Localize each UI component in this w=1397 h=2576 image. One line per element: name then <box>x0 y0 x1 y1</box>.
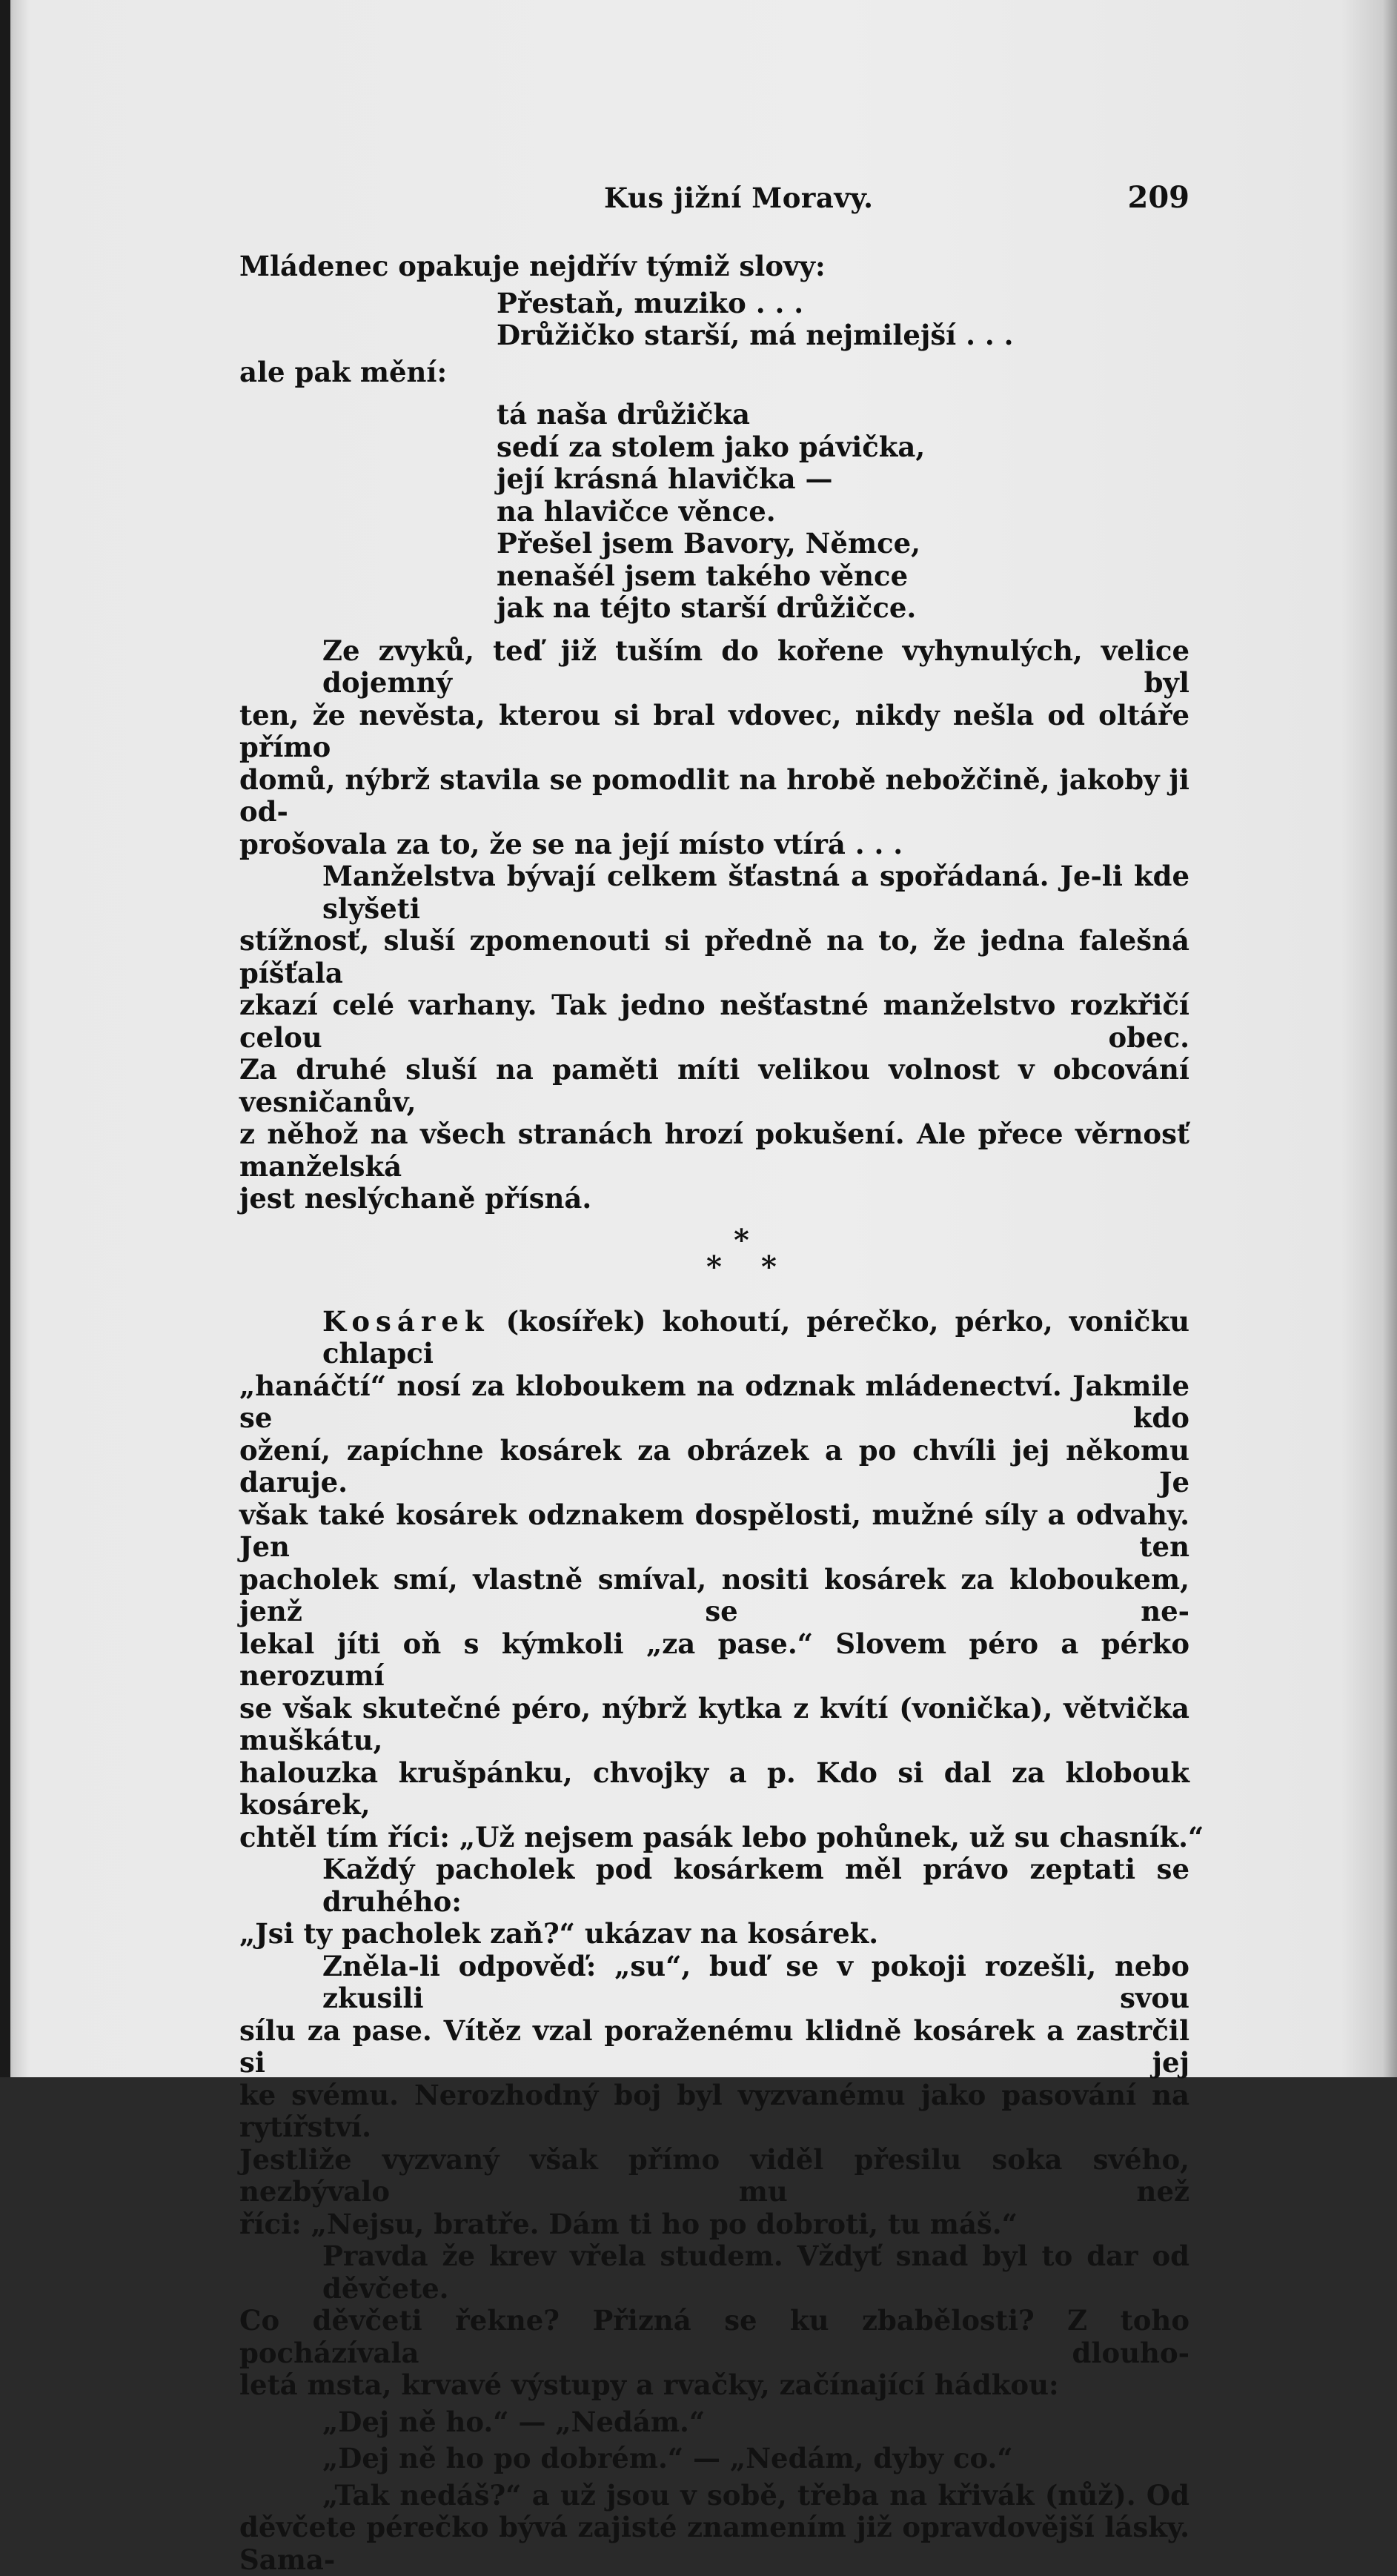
dialogue-line: „Dej ně ho po dobrém.“ — „Nedám, dyby co.“ <box>239 2443 1189 2475</box>
paragraph-line: se však skutečné péro, nýbrž kytka z kvítí (vonička), větvička muškátu, <box>239 1693 1189 1757</box>
paragraph-line: jest neslýchaně přísná. <box>239 1183 1189 1215</box>
verse-line: její krásná hlavička — <box>239 463 1189 496</box>
verse-line: nenašél jsem takého věnce <box>239 560 1189 593</box>
paragraph-line: Za druhé sluší na paměti míti velikou volnost v obcování vesničanův, <box>239 1054 1189 1118</box>
paragraph-shame <box>239 2240 1189 2402</box>
paragraph-line: prošovala za to, že se na její místo vtírá . . . <box>239 829 1189 861</box>
paragraph-line: lekal jíti oň s kýmkoli „za pase.“ Slovem péro a pérko nerozumí <box>239 1628 1189 1693</box>
body-text <box>239 250 1189 2576</box>
verse-line: Přešel jsem Bavory, Němce, <box>239 528 1189 560</box>
paragraph-line: halouzka krušpánku, chvojky a p. Kdo si dal za klobouk kosárek, <box>239 1757 1189 1822</box>
verse-line: na hlavičce věnce. <box>239 496 1189 528</box>
paragraph-line: domů, nýbrž stavila se pomodlit na hrobě nebožčině, jakoby ji od- <box>239 764 1189 829</box>
kosarek-term: Kosárek <box>322 1305 490 1338</box>
paragraph-line: říci: „Nejsu, bratře. Dám ti ho po dobroti, tu máš.“ <box>239 2208 1189 2241</box>
paragraph-line: děvčete pérečko bývá zajisté znamením již opravdovější lásky. Sama- <box>239 2512 1189 2576</box>
paragraph-line: Ze zvyků, teď již tuším do kořene vyhynulých, velice dojemný byl <box>239 635 1189 700</box>
transition-line: ale pak mění: <box>239 356 1189 389</box>
paragraph-line: pacholek smí, vlastně smíval, nositi kosárek za kloboukem, jenž se ne- <box>239 1564 1189 1628</box>
paragraph-line: „Jsi ty pacholek zaň?“ ukázav na kosárek. <box>239 1918 1189 1951</box>
paragraph-line: Jestliže vyzvaný však přímo viděl přesilu soka svého, nezbývalo mu než <box>239 2144 1189 2208</box>
paragraph-line: z něhož na všech stranách hrozí pokušení. Ale přece věrnosť manželská <box>239 1118 1189 1183</box>
verse-line: Přestaň, muziko . . . <box>239 288 1189 320</box>
paragraph-line: Pravda že krev vřela studem. Vždyť snad byl to dar od děvčete. <box>239 2240 1189 2305</box>
verse-line: Drůžičko starší, má nejmilejší . . . <box>239 319 1189 352</box>
paragraph-line: ten, že nevěsta, kterou si bral vdovec, nikdy nešla od oltáře přímo <box>239 700 1189 764</box>
paragraph-line: „hanáčtí“ nosí za kloboukem na odznak mládenectví. Jakmile se kdo <box>239 1370 1189 1435</box>
paragraph-line: Co děvčeti řekne? Přizná se ku zbabělosti? Z toho pocházívala dlouho- <box>239 2305 1189 2369</box>
separator-star: * <box>734 1224 749 1257</box>
verse-line: sedí za stolem jako pávička, <box>239 431 1189 464</box>
page-spine-edge <box>0 0 10 2077</box>
section-separator <box>239 1223 1189 1291</box>
page-number: 209 <box>1128 180 1190 215</box>
separator-star: * <box>761 1251 777 1284</box>
paragraph-widowers-custom <box>239 635 1189 861</box>
paragraph-line: ožení, zapíchne kosárek za obrázek a po chvíli jej někomu daruje. Je <box>239 1435 1189 1499</box>
paragraph-line: zkazí celé varhany. Tak jedno nešťastné manželstvo rozkřičí celou obec. <box>239 989 1189 1054</box>
running-title: Kus jižní Moravy. <box>604 182 874 214</box>
page-header <box>245 182 1189 226</box>
paragraph-challenge <box>239 1853 1189 1951</box>
intro-line: Mládenec opakuje nejdřív týmiž slovy: <box>239 250 1189 283</box>
paragraph-line: však také kosárek odznakem dospělosti, mužné síly a odvahy. Jen ten <box>239 1499 1189 1564</box>
paragraph-line <box>239 1306 1189 1370</box>
paragraph-line: stížnosť, sluší zpomenouti si předně na to, že jedna falešná píšťala <box>239 925 1189 989</box>
paragraph-line: letá msta, krvavé výstupy a rvačky, začínající hádkou: <box>239 2369 1189 2402</box>
paragraph-line-rest: (kosířek) kohoutí, pérečko, pérko, voničku chlapci <box>322 1305 1189 1370</box>
paragraph-line: Zněla-li odpověď: „su“, buď se v pokoji rozešli, nebo zkusili svou <box>239 1951 1189 2015</box>
paragraph-line: Každý pacholek pod kosárkem měl právo zeptati se druhého: <box>239 1853 1189 1918</box>
paragraph-closing <box>239 2480 1189 2576</box>
paragraph-line: Manželstva bývají celkem šťastná a spořádaná. Je-li kde slyšeti <box>239 860 1189 925</box>
separator-star: * <box>706 1251 722 1284</box>
paragraph-marriages <box>239 860 1189 1215</box>
paragraph-line: sílu za pase. Vítěz vzal poraženému klidně kosárek a zastrčil si jej <box>239 2015 1189 2079</box>
paragraph-answer <box>239 1951 1189 2241</box>
dialogue-line: „Dej ně ho.“ — „Nedám.“ <box>239 2406 1189 2439</box>
paragraph-line: „Tak nedáš?“ a už jsou v sobě, třeba na křivák (nůž). Od <box>239 2480 1189 2512</box>
paragraph-line: ke svému. Nerozhodný boj byl vyzvanému jako pasování na rytířství. <box>239 2079 1189 2144</box>
paragraph-kosarek <box>239 1306 1189 1854</box>
verse-line: jak na téjto starší drůžičce. <box>239 592 1189 625</box>
paragraph-line: chtěl tím říci: „Už nejsem pasák lebo pohůnek, už su chasník.“ <box>239 1822 1189 1854</box>
verse-line: tá naša drůžička <box>239 399 1189 431</box>
